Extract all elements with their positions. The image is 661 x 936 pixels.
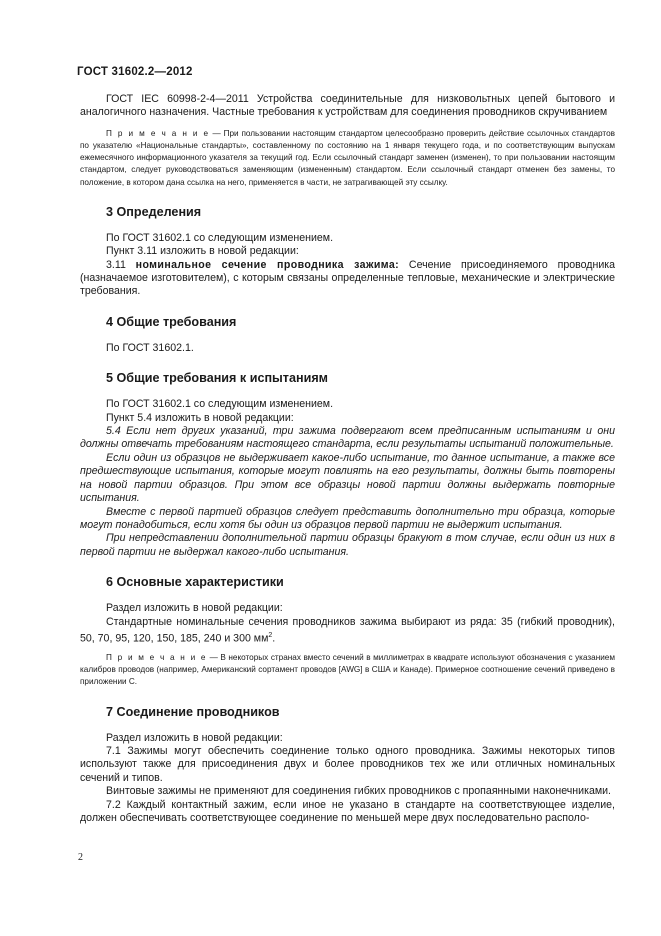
- section-6-heading: 6 Основные характеристики: [106, 575, 284, 590]
- s5-para-5: Вместе с первой партией образцов следует представить дополнительно три образца, которые могут понадобиться, если хотя бы один из образцов первой партии не выдержит испытания.: [80, 505, 615, 531]
- s6-note: [80, 652, 615, 689]
- s6-para-1: Раздел изложить в новой редакции:: [106, 602, 283, 615]
- intro-reference: ГОСТ IEC 60998-2-4—2011 Устройства соединительные для низковольтных цепей бытового и аналогичного назначения. Частные требования к устройствам для соединения проводников скручиванием: [80, 93, 615, 119]
- note-text: — При пользовании настоящим стандартом целесообразно проверить действие ссылочных стандартов по указателю «Национальные стандарты», составленному по состоянию на 1 января текущего года, и по соответствующим выпускам ежемесячного информационного указателя за текущий год. Если ссылочный стандарт заменен (изменен), то при пользовании настоящим стандартом, следует руководствоваться заменяющим (измененным) стандартом. Если ссылочный стандарт отменен без замены, то положение, в котором дана ссылка на него, применяется в части, не затрагивающей эту ссылку.: [80, 128, 615, 187]
- s7-para-3: Винтовые зажимы не применяют для соединения гибких проводников с пропаянными наконечниками.: [106, 785, 611, 798]
- s5-para-3: 5.4 Если нет других указаний, три зажима подвергают всем предписанным испытаниям и они должны отвечать требованиям настоящего стандарта, если результаты испытаний положительные.: [80, 425, 615, 451]
- section-5-heading: 5 Общие требования к испытаниям: [106, 371, 328, 386]
- s3-definition: Сечение присоединяемого проводника (назначаемое изготовителем), с которым связаны определенные тепловые, механические и электрические требования.: [80, 258, 615, 298]
- s5-para-6: При непредставлении дополнительной партии образцы бракуют в том случае, если один из них в первой партии не выдержал какого-либо испытания.: [80, 532, 615, 558]
- s3-para-3: [80, 259, 615, 299]
- s6-sizes-text: Стандартные номинальные сечения проводников зажима выбирают из ряда: 35 (гибкий проводник), 50, 70, 95, 120, 150, 185, 240 и 300 мм: [80, 615, 615, 645]
- section-7-heading: 7 Соединение проводников: [106, 704, 280, 719]
- document-body: [80, 93, 615, 825]
- s3-para-2: Пункт 3.11 изложить в новой редакции:: [106, 245, 299, 258]
- s3-para-1: По ГОСТ 31602.1 со следующим изменением.: [106, 231, 334, 244]
- section-3-heading: 3 Определения: [106, 204, 202, 219]
- s6-para-2: [80, 616, 615, 646]
- s6-superscript: 2: [268, 631, 273, 639]
- s6-note-label: П р и м е ч а н и е: [106, 652, 208, 662]
- intro-note: [80, 128, 615, 189]
- section-4-heading: 4 Общие требования: [106, 314, 237, 329]
- s6-note-text: — В некоторых странах вместо сечений в миллиметрах в квадрате используют обозначения с указанием калибров проводов (например, Американский сортамент проводов [AWG] в США и Канаде). Примерное соотношение сечений приведено в приложении С.: [80, 652, 615, 687]
- s5-para-2: Пункт 5.4 изложить в новой редакции:: [106, 411, 294, 424]
- page-number: 2: [78, 852, 83, 863]
- s7-para-1: Раздел изложить в новой редакции:: [106, 731, 283, 744]
- s4-para-1: По ГОСТ 31602.1.: [106, 341, 194, 354]
- document-header: ГОСТ 31602.2—2012: [77, 66, 193, 78]
- s5-para-4: Если один из образцов не выдерживает какое-либо испытание, то данное испытание, а также все предшествующие испытания, которые могут повлиять на его результаты, должны быть повторены на новой партии образцов. При этом все образцы новой партии должны выдержать повторные испытания.: [80, 451, 615, 505]
- s7-para-2: 7.1 Зажимы могут обеспечить соединение только одного проводника. Зажимы некоторых типов используют также для присоединения двух и более проводников тех же или отличных номинальных сечений и типов.: [80, 744, 615, 784]
- s3-term: номинальное сечение проводника зажима:: [135, 258, 400, 271]
- s7-para-4: 7.2 Каждый контактный зажим, если иное не указано в стандарте на соответствующее изделие, должен обеспечивать соответствующее соединение по меньшей мере двух последовательно располо-: [80, 798, 615, 824]
- s5-para-1: По ГОСТ 31602.1 со следующим изменением.: [106, 398, 334, 411]
- s3-clause-number: 3.11: [106, 258, 136, 271]
- s6-sizes-end: .: [272, 632, 276, 645]
- note-label: П р и м е ч а н и е: [106, 128, 210, 138]
